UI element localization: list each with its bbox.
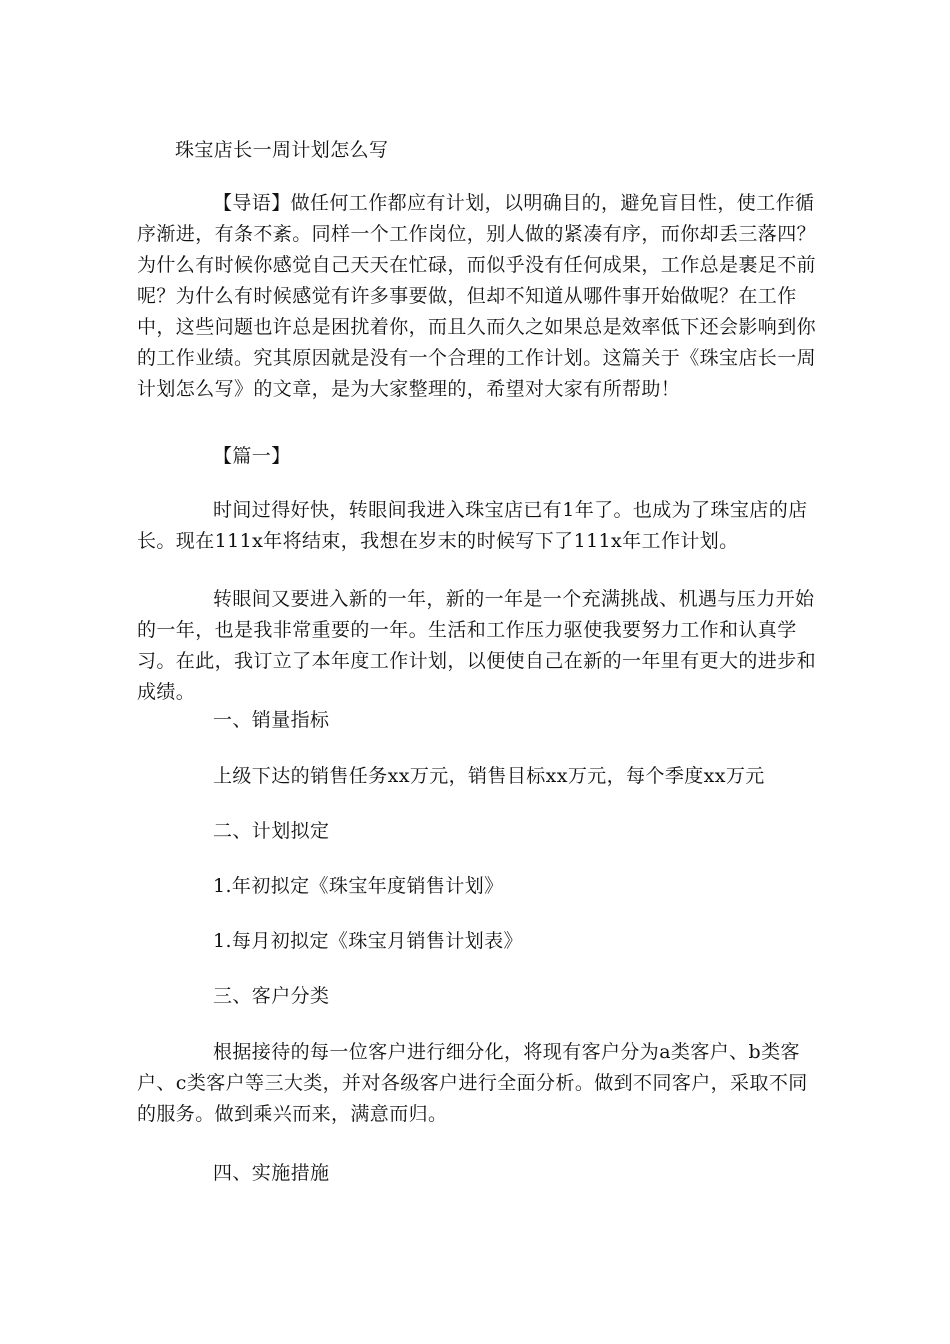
plan-item-monthly: 1.每月初拟定《珠宝月销售计划表》 xyxy=(213,930,523,952)
heading-sales-target: 一、销量指标 xyxy=(213,709,330,731)
plan-item-annual: 1.年初拟定《珠宝年度销售计划》 xyxy=(213,875,504,897)
heading-plan: 二、计划拟定 xyxy=(213,820,330,842)
intro-paragraph: 【导语】做任何工作都应有计划，以明确目的，避免盲目性，使工作循序渐进，有条不紊。同样一个工作岗位，别人做的紧凑有序，而你却丢三落四？为什么有时候你感觉自己天天在忙碌，而似乎没有任何成果，工作总是裹足不前呢？为什么有时候感觉有许多事要做，但却不知道从哪件事开始做呢？在工作中，这些问题也许总是困扰着你，而且久而久之如果总是效率低下还会影响到你的工作业绩。究其原因就是没有一个合理的工作计划。这篇关于《珠宝店长一周计划怎么写》的文章，是为大家整理的，希望对大家有所帮助！ xyxy=(137,192,817,400)
customer-paragraph: 根据接待的每一位客户进行细分化，将现有客户分为a类客户、b类客户、c类客户等三大类，并对各级客户进行全面分析。做到不同客户，采取不同的服务。做到乘兴而来，满意而归。 xyxy=(137,1041,808,1125)
section-label: 【篇一】 xyxy=(213,445,291,467)
body-paragraph-1: 时间过得好快，转眼间我进入珠宝店已有1年了。也成为了珠宝店的店长。现在111x年将结束，我想在岁末的时候写下了111x年工作计划。 xyxy=(137,499,808,552)
body-paragraph-2: 转眼间又要进入新的一年，新的一年是一个充满挑战、机遇与压力开始的一年，也是我非常重要的一年。生活和工作压力驱使我要努力工作和认真学习。在此，我订立了本年度工作计划，以便使自己在新的一年里有更大的进步和成绩。 xyxy=(137,588,817,703)
heading-customer-classification: 三、客户分类 xyxy=(213,985,330,1007)
document-title: 珠宝店长一周计划怎么写 xyxy=(175,139,389,161)
sales-target-text: 上级下达的销售任务xx万元，销售目标xx万元，每个季度xx万元 xyxy=(213,765,765,787)
heading-implementation: 四、实施措施 xyxy=(213,1162,330,1184)
